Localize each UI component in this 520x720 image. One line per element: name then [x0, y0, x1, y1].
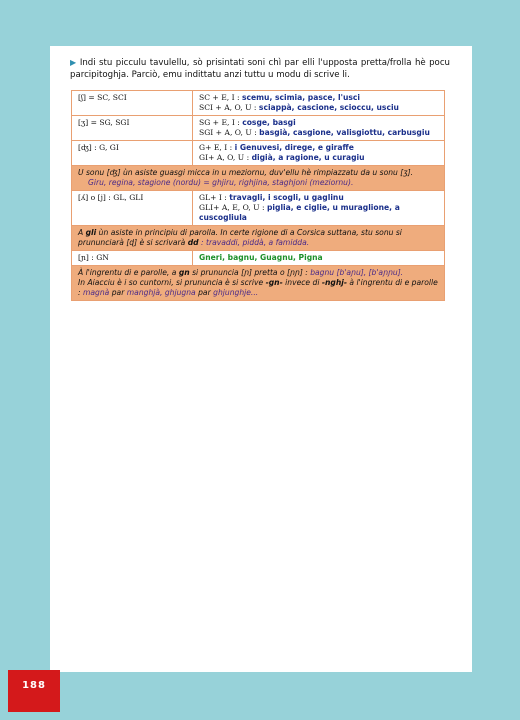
note-text: par — [195, 288, 214, 297]
example-words: basgià, casgione, valisgiottu, carbusgiu — [259, 128, 430, 137]
note-text: invece di — [282, 278, 322, 287]
example-words: sciappà, cascione, scioccu, usciu — [258, 103, 399, 112]
rule-text: SG + E, I : — [199, 118, 243, 127]
note-emphasis: gli — [85, 228, 97, 237]
page-number: 188 — [8, 670, 60, 712]
sound-cell: [ʒ] = SG, SGI — [72, 116, 193, 141]
note-cell — [72, 266, 445, 301]
note-text: U sonu [ʤ] ùn asiste guasgi micca in u meziornu, duv'ellu hè rimpiazzatu da u sonu [ʒ]. — [78, 168, 413, 177]
note-row — [72, 266, 445, 301]
note-text: À l'ingrentu di e parolle, a — [78, 268, 179, 277]
rule-text: GI+ A, O, U : — [199, 153, 252, 162]
note-cell — [72, 166, 445, 191]
note-text: ùn asiste in principiu di parolla. In certe rigione di a Corsica suttana, stu sonu si prununciarà [ɖ] è si scrivarà — [78, 228, 402, 247]
intro-paragraph — [70, 57, 450, 82]
note-example: manghjà, ghjugna — [126, 288, 196, 297]
table-row — [72, 251, 445, 266]
note-example: bagnu [b'aɲu], [b'aɲɲu]. — [310, 268, 404, 277]
sound-cell: [ɲ] : GN — [72, 251, 193, 266]
note-text: A — [78, 228, 86, 237]
note-row — [72, 226, 445, 251]
rule-text: SC + E, I : — [199, 93, 242, 102]
note-emphasis: dd — [187, 238, 199, 247]
intro-text: Indi stu picculu tavulellu, sò prisintati soni chì par elli l'upposta pretta/frolla hè pocu parcipitoghja. Parciò, emu indittatu anzi tuttu u modu di scrive li. — [70, 58, 450, 81]
table-row — [72, 116, 445, 141]
examples-cell — [193, 141, 445, 166]
note-emphasis: gn — [178, 268, 190, 277]
note-text: à l'ingrentu di e parolle : — [78, 278, 438, 297]
note-text: par — [109, 288, 127, 297]
sound-cell: [ʃ] = SC, SCI — [72, 91, 193, 116]
example-words: travagli, i scogli, u gaglinu — [229, 193, 344, 202]
note-text: si prununcia [ɲ] pretta o [ɲɲ] : — [189, 268, 311, 277]
examples-cell — [193, 191, 445, 226]
note-example: Giru, regina, stagione (nordu) = ghjiru, righjina, staghjoni (meziornu). — [88, 178, 354, 187]
note-example: ghjunghje... — [213, 288, 259, 297]
sound-cell: [ʎ] o [j] : GL, GLI — [72, 191, 193, 226]
note-emphasis: -gn- — [265, 278, 283, 287]
example-words: digià, a ragione, u curagiu — [251, 153, 365, 162]
examples-cell — [193, 251, 445, 266]
note-text: In Aiacciu è i so cuntorni, si prununcia è si scrive — [78, 278, 266, 287]
note-row — [72, 166, 445, 191]
table-row — [72, 91, 445, 116]
examples-cell — [193, 116, 445, 141]
note-example: magnà — [82, 288, 110, 297]
example-words: i Genuvesi, direge, e giraffe — [234, 143, 354, 152]
sound-cell: [ʤ] : G, GI — [72, 141, 193, 166]
note-example: : travaddi, piddà, a famidda. — [198, 238, 310, 247]
rule-text: GL+ I : — [199, 193, 230, 202]
example-words: Gneri, bagnu, Guagnu, Pigna — [199, 253, 323, 262]
example-words: scemu, scimia, pasce, l'usci — [241, 93, 360, 102]
rule-text: SCI + A, O, U : — [199, 103, 259, 112]
rule-text: GLI+ A, E, O, U : — [199, 203, 267, 212]
table-row — [72, 191, 445, 226]
examples-cell — [193, 91, 445, 116]
example-words: cosge, basgi — [242, 118, 296, 127]
rule-text: G+ E, I : — [199, 143, 235, 152]
note-cell — [72, 226, 445, 251]
table-row — [72, 141, 445, 166]
note-emphasis: -nghj- — [321, 278, 347, 287]
triangle-bullet-icon: ▶ — [70, 58, 77, 67]
rule-text: SGI + A, O, U : — [199, 128, 260, 137]
example-words: piglia, e ciglie, u muraglione, a cuscogliula — [199, 203, 400, 222]
spelling-table — [71, 90, 445, 301]
